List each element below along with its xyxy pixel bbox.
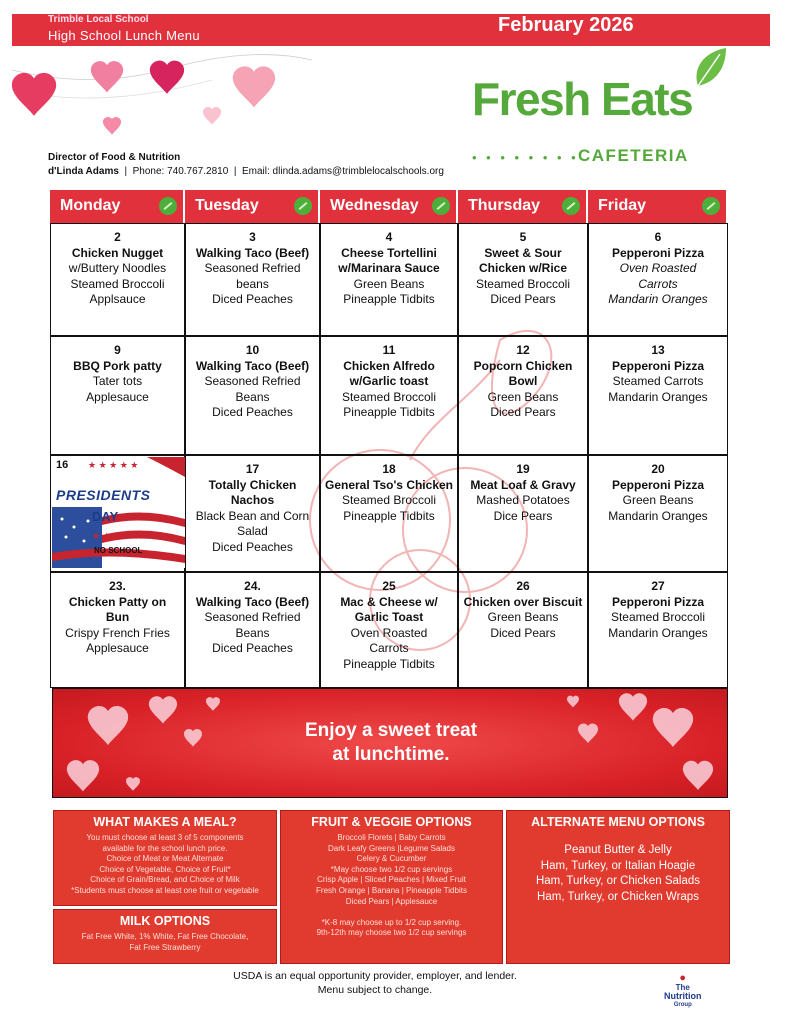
no-school-label: NO SCHOOL — [94, 546, 143, 555]
day-number: 25 — [382, 579, 396, 593]
calendar-day-cell — [458, 572, 588, 688]
calendar-day-cell — [588, 572, 728, 688]
info-line: Fresh Orange | Banana | Pineapple Tidbits — [316, 885, 467, 895]
entree: Walking Taco (Beef) — [195, 594, 310, 609]
menu-item: Bun — [105, 610, 130, 624]
alternate-menu-box — [506, 810, 730, 964]
menu-item: Steamed Broccoli — [341, 493, 437, 507]
day-number: 23. — [109, 579, 126, 593]
menu-item: Pineapple Tidbits — [343, 656, 435, 671]
menu-item: Steamed Broccoli — [610, 610, 706, 624]
logo-main: Nutrition — [664, 991, 702, 1001]
logo-bottom: Group — [673, 1002, 692, 1008]
info-line: available for the school lunch price. — [102, 843, 228, 853]
banner-text — [53, 719, 729, 767]
menu-item: Black Bean and Corn — [195, 508, 310, 523]
leaf-icon — [562, 197, 580, 215]
entree: Pepperoni Pizza — [611, 477, 705, 492]
menu-item: Steamed Broccoli — [475, 276, 571, 291]
calendar-day-cell — [458, 223, 588, 336]
menu-item: beans — [236, 276, 269, 291]
day-header-tuesday — [185, 190, 320, 223]
menu-item: Beans — [235, 389, 270, 404]
calendar-day-cell — [320, 336, 458, 455]
menu-item: w/Buttery Noodles — [68, 261, 167, 275]
day-number: 2 — [114, 230, 121, 244]
meal-title: WHAT MAKES A MEAL? — [93, 815, 237, 829]
meal-lines — [54, 833, 276, 897]
info-line: Crisp Apple | Sliced Peaches | Mixed Fruit — [317, 875, 466, 885]
menu-item: Chicken w/Rice — [478, 261, 568, 275]
director-email: Email: dlinda.adams@trimblelocalschools.org — [242, 166, 444, 177]
day-number: 5 — [519, 230, 527, 244]
menu-item: Mashed Potatoes — [476, 493, 570, 507]
day-header-label: Wednesday — [330, 197, 419, 214]
usda-statement: USDA is an equal opportunity provider, employer, and lender. — [233, 970, 517, 982]
calendar-day-cell — [458, 455, 588, 572]
menu-item: Salad — [237, 524, 268, 538]
apple-icon: ● — [679, 972, 687, 984]
presidents-day-tile — [52, 457, 185, 568]
menu-calendar — [50, 190, 728, 688]
day-number: 26 — [516, 579, 530, 593]
alternate-lines — [507, 843, 729, 905]
menu-item: Applesauce — [86, 641, 149, 655]
entree: Pepperoni Pizza — [611, 245, 705, 260]
fruit-lines — [281, 833, 502, 939]
logo-text: Fresh Eats — [472, 73, 693, 125]
stars-bottom: ★ ★ ★ ★ ★ — [92, 531, 143, 541]
calendar-day-cell — [185, 572, 320, 688]
entree: Chicken Alfredo — [343, 358, 435, 373]
menu-item: Dice Pears — [493, 508, 553, 523]
calendar-day-cell — [185, 455, 320, 572]
calendar-day-cell — [50, 572, 185, 688]
banner-line-1: Enjoy a sweet treat — [304, 720, 478, 741]
entree: Meat Loaf & Gravy — [470, 477, 576, 492]
milk-options-box — [53, 909, 277, 964]
info-line: Celery & Cucumber — [356, 854, 427, 864]
day-number: 20 — [651, 462, 665, 476]
menu-item: Tater tots — [92, 374, 143, 388]
calendar-day-cell — [458, 336, 588, 455]
menu-item: Seasoned Refried — [204, 610, 301, 624]
menu-item: Diced Peaches — [212, 539, 293, 554]
day-header-monday — [50, 190, 185, 223]
calendar-day-cell — [588, 223, 728, 336]
info-line: 9th-12th may choose two 1/2 cup servings — [316, 928, 467, 938]
menu-item: Mandarin Oranges — [608, 292, 708, 306]
info-line: Choice of Vegetable, Choice of Fruit* — [99, 864, 231, 874]
day-number: 13 — [651, 343, 665, 357]
sweet-treat-banner — [52, 688, 728, 798]
entree: Mac & Cheese w/ — [340, 594, 438, 609]
calendar-header — [50, 190, 728, 223]
menu-item: Crispy French Fries — [65, 625, 170, 640]
menu-item: Garlic Toast — [354, 610, 424, 624]
leaf-icon — [294, 197, 312, 215]
info-line: Dark Leafy Greens |Legume Salads — [327, 843, 456, 853]
leaf-icon — [432, 197, 450, 215]
info-line: *K-8 may choose up to 1/2 cup serving. — [321, 917, 462, 927]
menu-item: Pineapple Tidbits — [343, 508, 435, 523]
day-header-wednesday — [320, 190, 458, 223]
month-title: February 2026 — [498, 14, 634, 36]
presidents-day-label: DAY — [92, 509, 119, 524]
day-number: 16 — [56, 459, 69, 471]
day-header-label: Thursday — [468, 197, 541, 214]
day-number: 27 — [651, 579, 665, 593]
entree: Sweet & Sour — [484, 245, 562, 260]
menu-item: w/Garlic toast — [349, 374, 429, 388]
day-number: 10 — [245, 343, 260, 357]
entree: Walking Taco (Beef) — [195, 358, 310, 373]
info-line: Ham, Turkey, or Italian Hoagie — [540, 859, 696, 872]
calendar-day-cell — [320, 572, 458, 688]
day-header-label: Friday — [598, 197, 647, 214]
day-number: 4 — [385, 230, 393, 244]
menu-item: Oven Roasted — [350, 625, 428, 640]
menu-item: Seasoned Refried — [204, 261, 301, 275]
info-line: Choice of Meat or Meat Alternate — [106, 854, 224, 864]
day-number: 18 — [382, 462, 396, 476]
fruit-title: FRUIT & VEGGIE OPTIONS — [311, 815, 472, 829]
menu-item: Seasoned Refried — [204, 374, 301, 388]
info-line: Ham, Turkey, or Chicken Wraps — [537, 890, 699, 903]
fruit-veggie-box — [280, 810, 503, 964]
info-line: Broccoli Florets | Baby Carrots — [337, 833, 446, 842]
hearts-decoration — [12, 40, 312, 145]
menu-change-note: Menu subject to change. — [317, 984, 433, 996]
menu-title: High School Lunch Menu — [48, 28, 200, 43]
entree: Pepperoni Pizza — [611, 594, 705, 609]
menu-item: Pineapple Tidbits — [343, 405, 435, 419]
director-contact: d'Linda Adams | Phone: 740.767.2810 | Email: dlinda.adams@trimblelocalschools.org — [48, 166, 444, 177]
menu-item: Diced Pears — [490, 625, 556, 640]
menu-item: Beans — [235, 625, 270, 640]
calendar-day-cell — [320, 223, 458, 336]
info-line: Diced Pears | Applesauce — [345, 896, 438, 906]
day-header-label: Tuesday — [195, 197, 259, 214]
calendar-day-cell — [320, 455, 458, 572]
school-name: Trimble Local School — [48, 14, 149, 25]
menu-item: Oven Roasted — [619, 261, 697, 275]
stars-top: ★ ★ ★ ★ ★ — [88, 460, 139, 470]
entree: BBQ Pork patty — [73, 358, 162, 373]
menu-item: Mandarin Oranges — [608, 625, 708, 640]
menu-item: Green Beans — [353, 276, 425, 291]
director-phone: Phone: 740.767.2810 — [132, 166, 229, 177]
banner-line-2: at lunchtime. — [332, 744, 450, 765]
leaf-icon — [702, 197, 720, 215]
menu-item: Mandarin Oranges — [608, 508, 708, 523]
day-number: 9 — [114, 343, 121, 357]
leaf-icon — [159, 197, 177, 215]
leaf-icon — [690, 46, 730, 90]
entree: Popcorn Chicken Bowl — [473, 358, 573, 388]
menu-item: Steamed Broccoli — [70, 276, 165, 291]
day-header-friday — [588, 190, 728, 223]
menu-item: Carrots — [638, 276, 678, 291]
calendar-day-cell — [50, 223, 185, 336]
info-line: You must choose at least 3 of 5 components — [86, 833, 244, 842]
entree: Chicken over Biscuit — [463, 594, 583, 609]
menu-item: Pineapple Tidbits — [343, 292, 435, 306]
calendar-day-cell — [588, 336, 728, 455]
menu-item: Applsauce — [89, 292, 146, 306]
calendar-day-cell — [185, 223, 320, 336]
menu-item: w/Marinara Sauce — [338, 261, 440, 275]
director-name: d'Linda Adams — [48, 166, 119, 177]
menu-item: Green Beans — [487, 389, 559, 404]
menu-item: Diced Peaches — [212, 292, 293, 306]
day-number: 17 — [245, 462, 260, 476]
logo-dots: • • • • • • • • — [472, 150, 579, 165]
day-number: 19 — [516, 462, 530, 476]
director-title: Director of Food & Nutrition — [48, 152, 181, 163]
menu-item: Green Beans — [622, 493, 694, 507]
menu-item: Diced Peaches — [212, 641, 293, 655]
info-line: Peanut Butter & Jelly — [564, 844, 672, 856]
presidents-title: PRESIDENTS — [56, 487, 151, 503]
menu-item: Carrots — [369, 641, 409, 655]
calendar-day-cell — [50, 336, 185, 455]
entree: Totally Chicken — [208, 477, 297, 492]
nutrition-group-logo — [664, 974, 702, 1010]
entree: Walking Taco (Beef) — [195, 245, 310, 260]
menu-item: Nachos — [230, 493, 275, 507]
entree: Chicken Nugget — [71, 245, 164, 260]
day-number: 11 — [382, 343, 396, 357]
menu-item: Mandarin Oranges — [608, 389, 708, 404]
calendar-day-cell — [185, 336, 320, 455]
entree: General Tso's Chicken — [324, 477, 453, 492]
milk-lines — [54, 932, 276, 953]
menu-item: Diced Pears — [490, 405, 556, 419]
info-line — [281, 907, 502, 918]
info-line: *Students must choose at least one fruit or vegetable — [71, 885, 259, 895]
logo-top: The — [675, 983, 690, 992]
day-number: 3 — [249, 230, 256, 244]
info-line: Ham, Turkey, or Chicken Salads — [535, 875, 701, 887]
menu-item: Diced Pears — [490, 292, 556, 306]
what-makes-a-meal-box — [53, 810, 277, 906]
entree: Pepperoni Pizza — [611, 358, 705, 373]
alternate-title: ALTERNATE MENU OPTIONS — [531, 815, 705, 829]
info-line: *May choose two 1/2 cup servings — [330, 864, 453, 874]
info-line: Choice of Grain/Bread, and Choice of Milk — [90, 875, 240, 885]
info-line: Fat Free Strawberry — [129, 942, 201, 952]
entree: Chicken Patty on — [68, 594, 167, 609]
logo-subtitle: CAFETERIA — [578, 146, 689, 165]
day-number: 12 — [516, 343, 530, 357]
day-header-label: Monday — [60, 197, 121, 214]
day-number: 6 — [654, 230, 662, 244]
menu-item: Steamed Carrots — [612, 374, 704, 388]
day-header-thursday — [458, 190, 588, 223]
calendar-day-cell — [588, 455, 728, 572]
info-line: Fat Free White, 1% White, Fat Free Chocolate, — [81, 932, 249, 941]
milk-title: MILK OPTIONS — [119, 914, 211, 928]
entree: Cheese Tortellini — [341, 245, 437, 260]
menu-item: Diced Peaches — [212, 405, 293, 419]
day-number: 24. — [244, 579, 261, 593]
menu-item: Applesauce — [86, 389, 149, 404]
menu-item: Green Beans — [487, 610, 559, 624]
menu-item: Steamed Broccoli — [341, 389, 437, 404]
